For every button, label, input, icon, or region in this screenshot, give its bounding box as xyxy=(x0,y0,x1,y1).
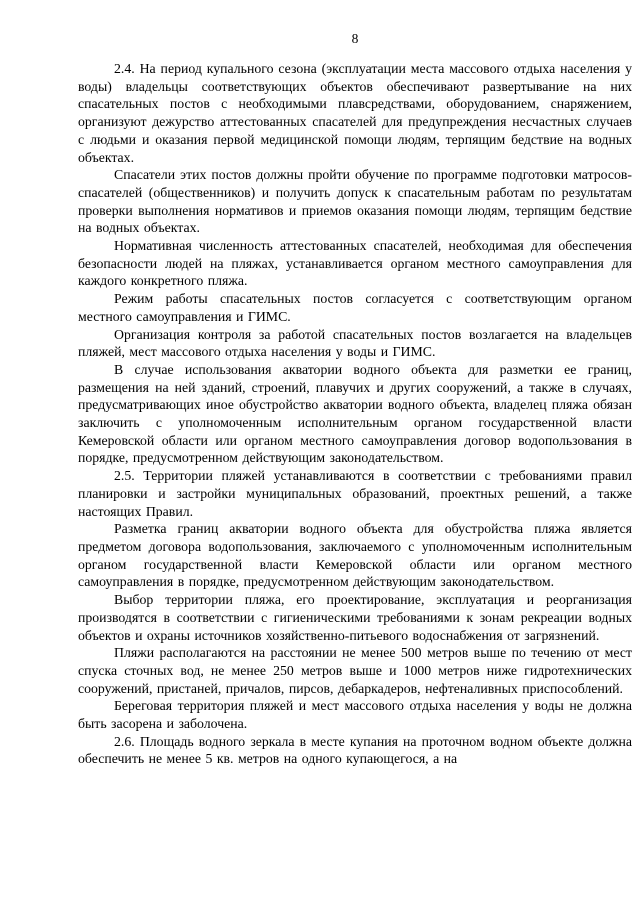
paragraph-post-schedule: Режим работы спасательных постов согласуется с соответствующим органом местного самоуправления и ГИМС. xyxy=(78,291,632,324)
paragraph-beach-distance: Пляжи располагаются на расстоянии не менее 500 метров выше по течению от мест спуска сточных вод, не менее 250 метров выше и 1000 метров ниже гидротехнических сооружений, пристаней, причалов, пирсов, дебаркадеров, нефтеналивных приспособлений. xyxy=(78,645,632,696)
paragraph-water-area-use: В случае использования акватории водного объекта для разметки ее границ, размещения на ней зданий, строений, плавучих и других сооружений, а также в случаях, предусматривающих иное обустройство акватории водного объекта, владелец пляжа обязан заключить с уполномоченным исполнительным органом государственной власти Кемеровской области или органом местного самоуправления договор водопользования в порядке, предусмотренном действующим законодательством. xyxy=(78,361,632,466)
document-body xyxy=(78,60,632,768)
paragraph-2-5: 2.5. Территории пляжей устанавливаются в соответствии с требованиями правил планировки и застройки муниципальных образований, проектных решений, а также настоящих Правил. xyxy=(78,468,632,519)
paragraph-rescuers-count: Нормативная численность аттестованных спасателей, необходимая для обеспечения безопасности людей на пляжах, устанавливается органом местного самоуправления для каждого конкретного пляжа. xyxy=(78,238,632,289)
paragraph-beach-selection: Выбор территории пляжа, его проектирование, эксплуатация и реорганизация производятся в соответствии с гигиеническими требованиями к зонам рекреации водных объектов и охраны источников хозяйственно-питьевого водоснабжения от загрязнений. xyxy=(78,592,632,643)
page-number: 8 xyxy=(351,31,359,46)
paragraph-2-4: 2.4. На период купального сезона (эксплуатации места массового отдыха населения у воды) владельцы соответствующих объектов обеспечивают развертывание на них спасательных постов с необходимыми плавсредствами, оборудованием, снаряжением, организуют дежурство аттестованных спасателей для предупреждения несчастных случаев с людьми и оказания первой медицинской помощи людям, терпящим бедствие на водных объектах. xyxy=(78,61,632,165)
paragraph-rescuers-training: Спасатели этих постов должны пройти обучение по программе подготовки матросов-спасателей (общественников) и получить допуск к спасательным работам по результатам проверки выполнения нормативов и приемов оказания помощи людям, терпящим бедствие на водных объектах. xyxy=(78,167,632,236)
paragraph-control-organization: Организация контроля за работой спасательных постов возлагается на владельцев пляжей, мест массового отдыха населения у воды и ГИМС. xyxy=(78,326,632,360)
paragraph-2-6: 2.6. Площадь водного зеркала в месте купания на проточном водном объекте должна обеспечить не менее 5 кв. метров на одного купающегося, а на xyxy=(78,733,632,767)
paragraph-shore-territory: Береговая территория пляжей и мест массового отдыха населения у воды не должна быть засорена и заболочена. xyxy=(78,698,632,732)
paragraph-border-marking: Разметка границ акватории водного объекта для обустройства пляжа является предметом договора водопользования, заключаемого с уполномоченным исполнительным органом государственной власти Кемеровской области или органом местного самоуправления в порядке, предусмотренном действующим законодательством. xyxy=(78,521,632,590)
